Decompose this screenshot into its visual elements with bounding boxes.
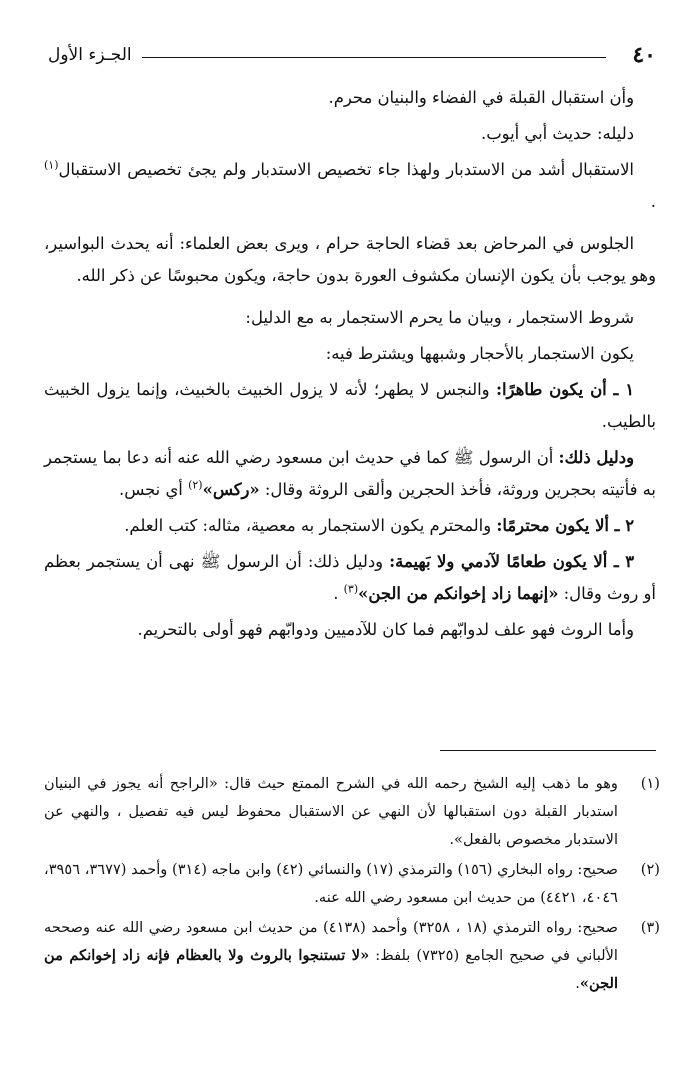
page-number: ٤٠ <box>632 42 656 68</box>
footnote-number: (١) <box>640 775 660 792</box>
footnote-separator <box>440 750 656 751</box>
paragraph-text: الجلوس في المرحاض بعد قضاء الحاجة حرام ، ويرى بعض العلماء: أنه يحدث البواسير، وهو يوجب بأن يكون الإنسان مكشوف العورة بدون حاجة، ويكون محبوسًا عن ذكر الله. <box>44 234 656 285</box>
paragraph <box>44 338 656 370</box>
paragraph-text: . <box>650 192 656 211</box>
paragraph <box>44 614 656 646</box>
footnotes <box>44 770 660 1000</box>
footnote-text: صحيح: رواه البخاري (١٥٦) والترمذي (١٧) والنسائي (٤٢) وابن ماجه (٣١٤) وأحمد (٣٦٧٧، ٣٩٥٦، ٤٠٤٦، ٤٤٢١) من حديث ابن مسعود رضي الله عنه. <box>44 861 618 906</box>
paragraph-text: يكون الاستجمار بالأحجار وشبهها ويشترط فيه: <box>325 344 634 363</box>
page-header <box>48 38 656 72</box>
footnote <box>44 856 660 912</box>
paragraph-text: والنجس لا يطهر؛ لأنه لا يزول الخبيث بالخبيث، وإنما يزول الخبيث بالطيب. <box>44 380 656 431</box>
header-rule <box>142 57 606 58</box>
footnote-text-part: صحيح: رواه الترمذي (١٨ ، ٣٢٥٨) وأحمد (٤١٣٨) من حديث ابن مسعود رضي الله عنه وصححه الألباني في صحيح الجامع (٧٣٢٥) بلفظ: <box>44 919 618 964</box>
section-heading-text: شروط الاستجمار ، وبيان ما يحرم الاستجمار به مع الدليل: <box>245 308 634 327</box>
paragraph-text: ودليل ذلك: أن الرسول ﷺ نهى أن يستجمر بعظم أو روث وقال: <box>44 552 656 603</box>
paragraph <box>44 442 656 506</box>
hadith-quote: «إنهما زاد إخوانكم من الجن» <box>358 584 559 603</box>
hadith-quote: «لا تستنجوا بالروث ولا بالعظام فإنه زاد إخوانكم من الجن» <box>44 947 618 992</box>
paragraph <box>44 118 656 150</box>
footnote-ref[interactable]: (١) <box>44 158 59 172</box>
main-text <box>44 82 656 650</box>
paragraph-text: والمحترم يكون الاستجمار به معصية، مثاله: كتب العلم. <box>124 516 497 535</box>
evidence-label: ودليل ذلك: <box>558 448 634 467</box>
footnote <box>44 770 660 854</box>
section-heading <box>44 302 656 334</box>
paragraph <box>44 82 656 114</box>
paragraph-text: الاستقبال أشد من الاستدبار ولهذا جاء تخصيص الاستدبار ولم يجئ تخصيص الاستقبال <box>58 160 634 179</box>
condition-label: ١ ـ أن يكون طاهرًا: <box>495 380 634 399</box>
paragraph <box>44 228 656 292</box>
footnote-number: (٢) <box>640 861 660 878</box>
paragraph-text: وأن استقبال القبلة في الفضاء والبنيان محرم. <box>328 88 634 107</box>
paragraph-label: دليله: <box>597 124 634 143</box>
paragraph-text: . <box>333 584 344 603</box>
footnote-text: وهو ما ذهب إليه الشيخ رحمه الله في الشرح الممتع حيث قال: «الراجح أنه يجوز في البنيان استدبار القبلة دون استقبالها لأن النهي عن الاستقبال محفوظ ليس فيه تفصيل ، والنهي عن الاستدبار مخصوص بالفعل». <box>44 775 618 848</box>
running-title: الجـزء الأول <box>48 45 132 65</box>
footnote-number: (٣) <box>640 919 660 936</box>
paragraph <box>44 154 656 218</box>
paragraph-text: وأما الروث فهو علف لدوابّهم فما كان للآدميين ودوابّهم فهو أولى بالتحريم. <box>137 620 634 639</box>
footnote-text <box>44 914 618 998</box>
footnote <box>44 914 660 998</box>
condition-item <box>44 374 656 438</box>
footnote-ref[interactable]: (٢) <box>188 478 203 492</box>
condition-item <box>44 510 656 542</box>
hadith-quote: «ركس» <box>202 480 260 499</box>
paragraph-text: أن الرسول ﷺ كما في حديث ابن مسعود رضي الله عنه أنه دعا بما يستجمر به فأتيته بحجرين وروثة، فأخذ الحجرين وألقى الروثة وقال: <box>44 448 656 499</box>
footnote-text-part: . <box>575 975 580 992</box>
condition-item <box>44 546 656 610</box>
condition-label: ٣ ـ ألا يكون طعامًا لآدمي ولا بَهيمة: <box>389 552 634 571</box>
paragraph-text: أي نجس. <box>119 480 189 499</box>
paragraph-text: حديث أبي أيوب. <box>480 124 598 143</box>
footnote-ref[interactable]: (٣) <box>343 582 359 596</box>
condition-label: ٢ ـ ألا يكون محترمًا: <box>496 516 634 535</box>
